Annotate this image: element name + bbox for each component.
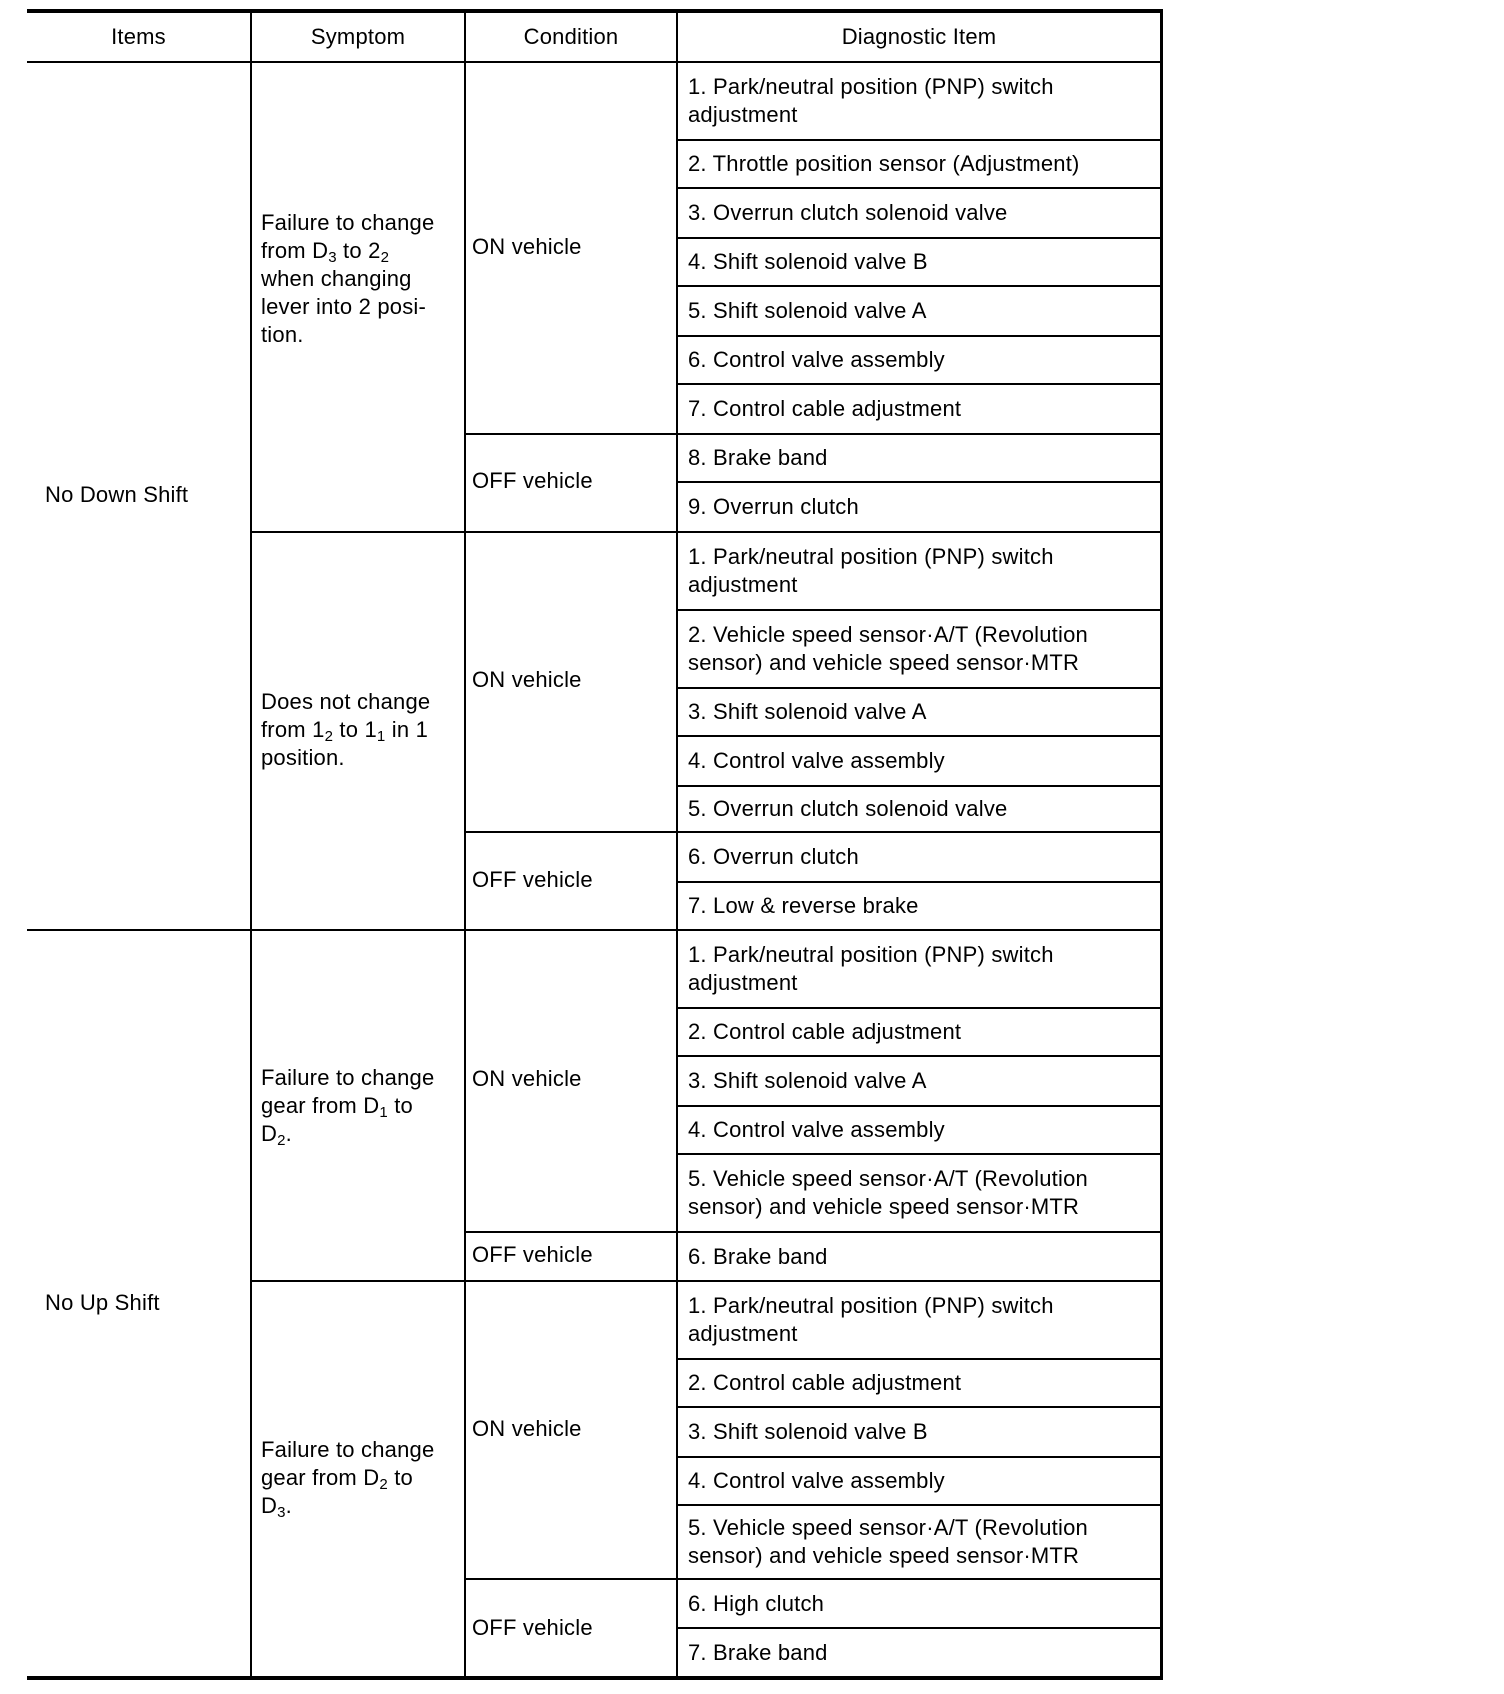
diagnostic-item: 8. Brake band: [688, 445, 828, 470]
diagnostic-item: 1. Park/neutral position (PNP) switch adjustment: [688, 74, 1054, 127]
column-divider-condition: [464, 11, 466, 1678]
table-bottom-border: [27, 1676, 1163, 1680]
diagnostic-item: 6. Brake band: [688, 1243, 828, 1269]
diagnostic-item: 4. Shift solenoid valve B: [688, 249, 928, 274]
diagnostic-item: 5. Vehicle speed sensor·A/T (Revolution sensor) and vehicle speed sensor·MTR: [688, 1515, 1088, 1568]
diagnostic-item: 3. Shift solenoid valve A: [688, 699, 927, 724]
diagnostic-item: 7. Control cable adjustment: [688, 396, 962, 421]
symptom-text: Failure to change from $D_3$ to $2_2$ when changing lever into 2 posi- tion.: [261, 210, 435, 347]
diagnostic-item: 6. High clutch: [688, 1590, 825, 1616]
diagnostic-item: 5. Shift solenoid valve A: [688, 298, 927, 323]
condition-label: ON vehicle: [472, 667, 582, 692]
diagnostic-item: 2. Vehicle speed sensor·A/T (Revolution sensor) and vehicle speed sensor·MTR: [688, 622, 1088, 675]
header-symptom: Symptom: [310, 24, 406, 49]
table-right-border: [1160, 11, 1163, 1678]
diagnostic-item: 4. Control valve assembly: [688, 1468, 945, 1493]
diagnostic-item: 7. Low & reverse brake: [688, 893, 919, 918]
condition-label: OFF vehicle: [472, 468, 593, 493]
diagnostic-item: 3. Shift solenoid valve A: [688, 1068, 927, 1093]
condition-label: ON vehicle: [472, 1416, 582, 1441]
diagnostic-item: 7. Brake band: [688, 1639, 828, 1665]
symptom-text: Failure to change gear from $D_2$ to $D_3$.: [261, 1437, 435, 1521]
header-diagnostic-item: Diagnostic Item: [841, 24, 997, 49]
condition-label: OFF vehicle: [472, 1615, 593, 1640]
diagnostic-item: 5. Overrun clutch solenoid valve: [688, 796, 1008, 821]
diagnostic-item: 1. Park/neutral position (PNP) switch adjustment: [688, 544, 1054, 597]
diagnostic-item: 6. Overrun clutch: [688, 844, 859, 869]
item-no-down-shift: No Down Shift: [45, 482, 189, 507]
diagnostic-item: 1. Park/neutral position (PNP) switch adjustment: [688, 942, 1054, 995]
diagnostic-item: 5. Vehicle speed sensor·A/T (Revolution sensor) and vehicle speed sensor·MTR: [688, 1166, 1088, 1219]
header-condition: Condition: [523, 24, 619, 49]
item-no-up-shift: No Up Shift: [45, 1290, 160, 1315]
diagnostic-item: 2. Control cable adjustment: [688, 1370, 962, 1395]
condition-label: OFF vehicle: [472, 867, 593, 892]
condition-label: ON vehicle: [472, 1066, 582, 1091]
header-items: Items: [111, 24, 166, 49]
condition-label: ON vehicle: [472, 234, 582, 259]
diagnostic-item: 4. Control valve assembly: [688, 748, 945, 773]
diagnostic-item: 9. Overrun clutch: [688, 494, 859, 519]
symptom-text: Does not change from $1_2$ to $1_1$ in 1 position.: [261, 689, 431, 770]
diagnostic-item: 4. Control valve assembly: [688, 1117, 945, 1142]
diagnostic-item: 3. Overrun clutch solenoid valve: [688, 200, 1008, 225]
diagnostic-item: 6. Control valve assembly: [688, 347, 945, 372]
diagnostic-item: 3. Shift solenoid valve B: [688, 1419, 928, 1444]
diagnostic-item: 2. Throttle position sensor (Adjustment): [688, 151, 1080, 176]
diagnostic-item: 1. Park/neutral position (PNP) switch adjustment: [688, 1293, 1054, 1346]
symptom-text: Failure to change gear from $D_1$ to $D_2$.: [261, 1065, 435, 1149]
condition-label: OFF vehicle: [472, 1242, 593, 1267]
diagnostic-item: 2. Control cable adjustment: [688, 1019, 962, 1044]
